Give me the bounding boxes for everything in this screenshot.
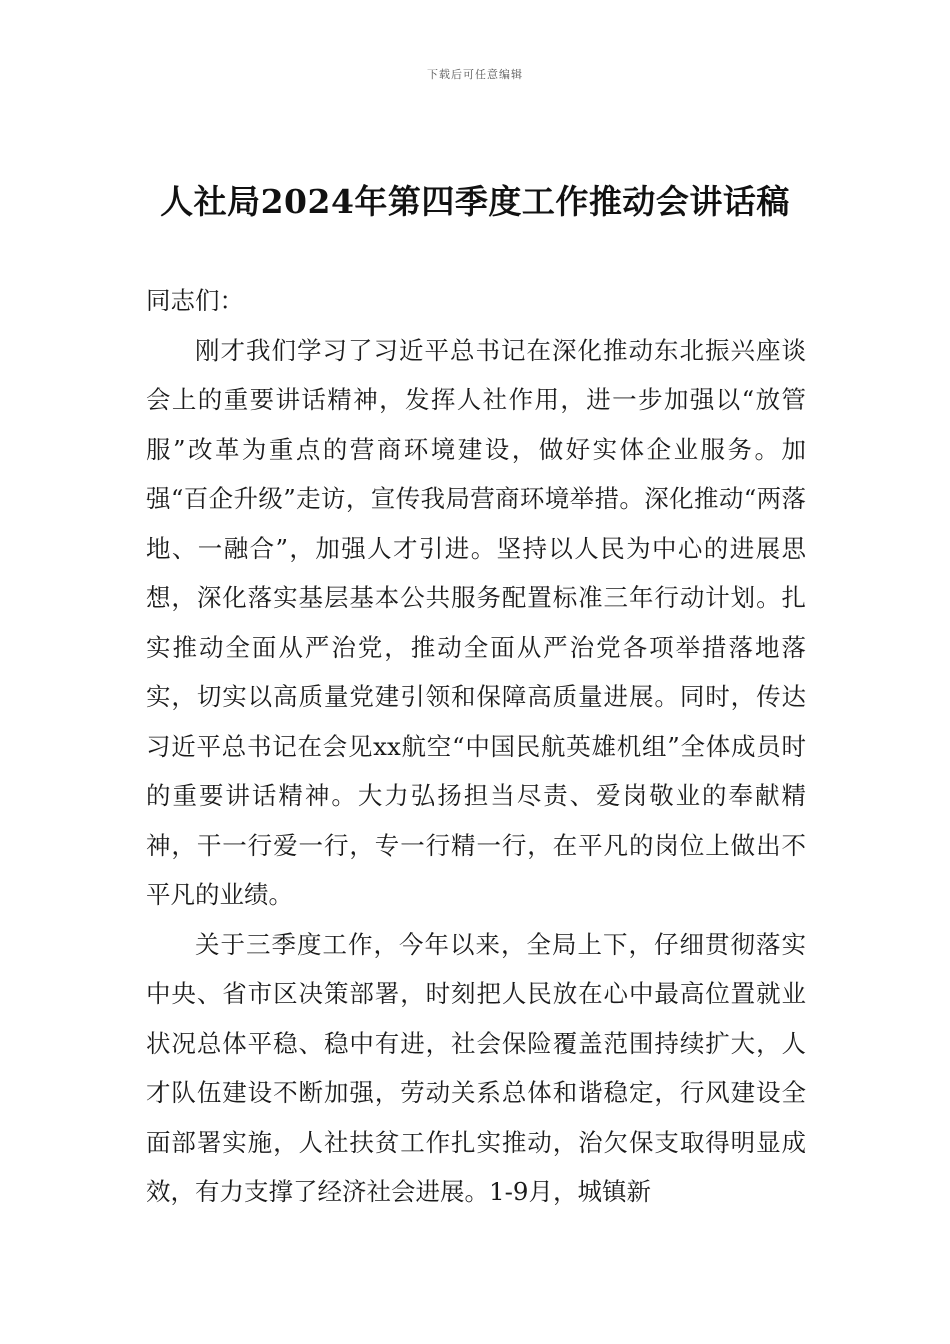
paragraph-2: 关于三季度工作，今年以来，全局上下，仔细贯彻落实中央、省市区决策部署，时刻把人民放在心中最高位置就业状况总体平稳、稳中有进，社会保险覆盖范围持续扩大，人才队伍建设不断加强，劳动关系总体和谐稳定，行风建设全面部署实施，人社扶贫工作扎实推动，治欠保支取得明显成效，有力支撑了经济社会进展。1-9月，城镇新 (146, 929, 806, 1206)
page-header-note: 下载后可任意编辑 (427, 68, 523, 81)
paragraph-1: 刚才我们学习了习近平总书记在深化推动东北振兴座谈会上的重要讲话精神，发挥人社作用，进一步加强以“放管服”改革为重点的营商环境建设，做好实体企业服务。加强“百企升级”走访，宣传我局营商环境举措。深化推动“两落地、一融合”，加强人才引进。坚持以人民为中心的进展思想，深化落实基层基本公共服务配置标准三年行动计划。扎实推动全面从严治党，推动全面从严治党各项举措落地落实，切实以高质量党建引领和保障高质量进展。同时，传达习近平总书记在会见xx航空“中国民航英雄机组”全体成员时的重要讲话精神。大力弘扬担当尽责、爱岗敬业的奉献精神，干一行爱一行，专一行精一行，在平凡的岗位上做出不平凡的业绩。 (146, 335, 806, 909)
document-title: 人社局2024年第四季度工作推动会讲话稿 (160, 182, 790, 221)
document-body (146, 276, 806, 1217)
salutation: 同志们： (146, 286, 244, 315)
